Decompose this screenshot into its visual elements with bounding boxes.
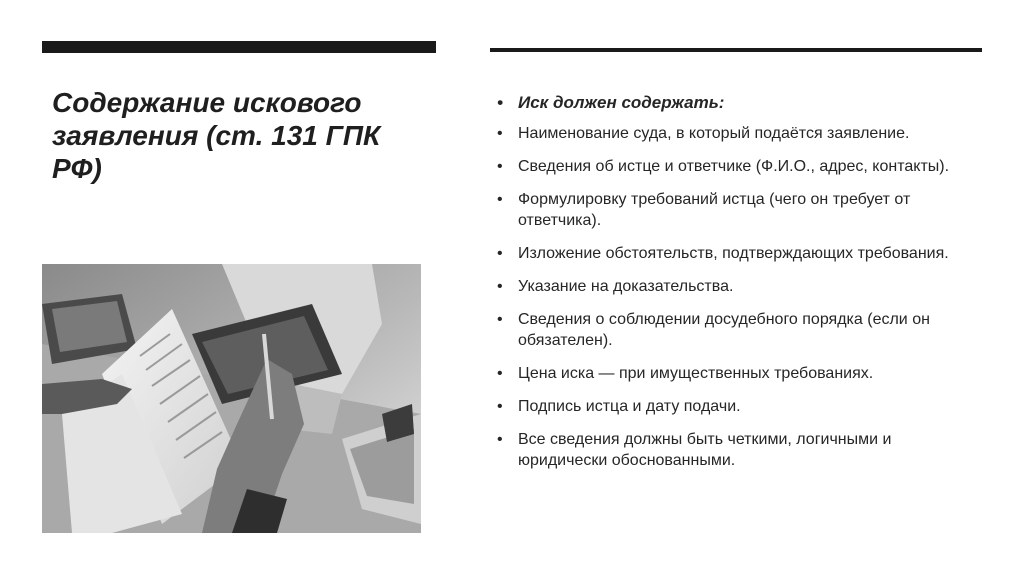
- list-item: • Все сведения должны быть четкими, логичными и юридически обоснованными.: [494, 429, 984, 471]
- list-item: • Наименование суда, в который подаётся заявление.: [494, 123, 984, 144]
- list-item: • Цена иска — при имущественных требованиях.: [494, 363, 984, 384]
- list-heading: • Иск должен содержать:: [494, 92, 984, 113]
- slide-title: Содержание искового заявления (ст. 131 ГПК РФ): [52, 87, 381, 184]
- document-signing-photo: [42, 264, 421, 533]
- list-item: • Сведения о соблюдении досудебного порядка (если он обязателен).: [494, 309, 984, 351]
- list-item: • Изложение обстоятельств, подтверждающих требования.: [494, 243, 984, 264]
- list-item: • Подпись истца и дату подачи.: [494, 396, 984, 417]
- content-accent-bar: [490, 48, 982, 52]
- requirements-list: [494, 92, 984, 483]
- title-accent-bar: [42, 41, 436, 53]
- list-item: • Формулировку требований истца (чего он требует от ответчика).: [494, 189, 984, 231]
- list-item: • Указание на доказательства.: [494, 276, 984, 297]
- list-item: • Сведения об истце и ответчике (Ф.И.О., адрес, контакты).: [494, 156, 984, 177]
